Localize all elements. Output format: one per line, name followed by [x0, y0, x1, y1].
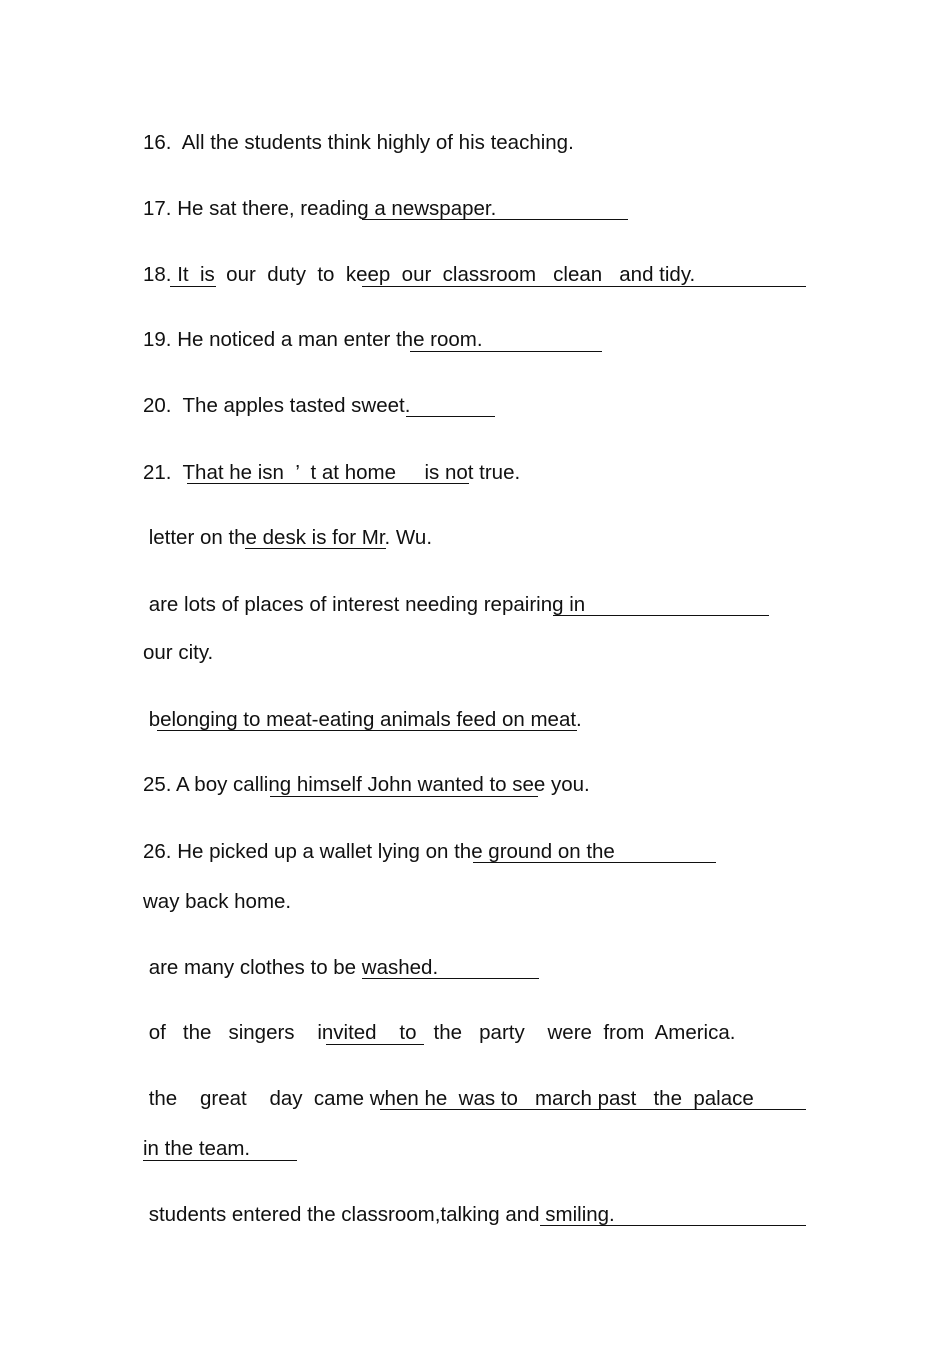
- sentence-16: 16. All the students think highly of his teaching.: [143, 131, 574, 154]
- answer-underline: [157, 730, 577, 731]
- sentence-23-part-1: are lots of places of interest needing repairing in: [143, 593, 586, 616]
- sentence-18: 18. It is our duty to keep our classroom clean and tidy.: [143, 263, 696, 286]
- answer-underline: [540, 1225, 806, 1226]
- sentence-26-part-2: way back home.: [143, 890, 292, 913]
- answer-underline: [362, 219, 628, 220]
- sentence-19: 19. He noticed a man enter the room.: [143, 328, 483, 351]
- sentence-26-part-1: 26. He picked up a wallet lying on the ground on the: [143, 840, 615, 863]
- answer-underline: [362, 978, 539, 979]
- sentence-23-part-2: our city.: [143, 641, 214, 664]
- answer-underline: [380, 1109, 806, 1110]
- answer-underline: [270, 796, 538, 797]
- answer-underline: [362, 286, 806, 287]
- answer-underline: [170, 286, 216, 287]
- answer-underline: [473, 862, 716, 863]
- sentence-29-part-2: in the team.: [143, 1137, 251, 1160]
- answer-underline: [187, 483, 469, 484]
- answer-underline: [143, 1160, 297, 1161]
- sentence-25: 25. A boy calling himself John wanted to see you.: [143, 773, 590, 796]
- answer-underline: [406, 416, 495, 417]
- sentence-20: 20. The apples tasted sweet.: [143, 394, 411, 417]
- sentence-22: letter on the desk is for Mr. Wu.: [143, 526, 433, 549]
- answer-underline: [410, 351, 602, 352]
- sentence-29-part-1: the great day came when he was to march past the palace: [143, 1087, 754, 1110]
- sentence-21: 21. That he isn ’ t at home is not true.: [143, 461, 521, 484]
- sentence-30: students entered the classroom,talking and smiling.: [143, 1203, 615, 1226]
- sentence-27: are many clothes to be washed.: [143, 956, 439, 979]
- answer-underline: [245, 548, 386, 549]
- answer-underline: [553, 615, 769, 616]
- sentence-24: belonging to meat-eating animals feed on meat.: [143, 708, 582, 731]
- sentence-28: of the singers invited to the party were from America.: [143, 1021, 736, 1044]
- answer-underline: [326, 1044, 424, 1045]
- sentence-17: 17. He sat there, reading a newspaper.: [143, 197, 497, 220]
